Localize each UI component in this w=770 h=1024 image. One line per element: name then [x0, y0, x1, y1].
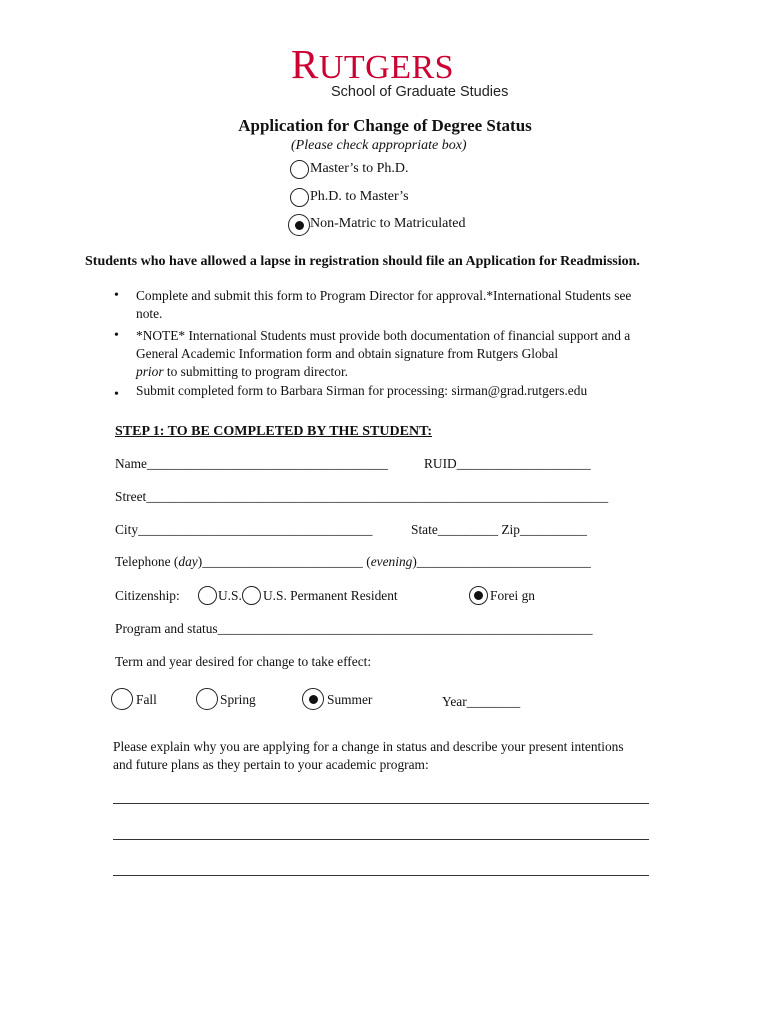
- degree-radio-phd-to-masters[interactable]: [290, 188, 309, 207]
- citizenship-option-label: Forei gn: [490, 588, 536, 603]
- degree-option-label: Non-Matric to Matriculated: [310, 216, 466, 231]
- explanation-line-3[interactable]: [113, 875, 649, 876]
- instruction-item-3: Submit completed form to Barbara Sirman for processing: sirman@grad.rutgers.edu: [136, 383, 588, 398]
- step1-heading: STEP 1: TO BE COMPLETED BY THE STUDENT:: [115, 424, 433, 439]
- bullet-icon: •: [114, 288, 119, 303]
- citizenship-option-label: U.S. Permanent Resident: [263, 588, 398, 603]
- instruction-item-2-line-2: General Academic Information form and obtain signature from Rutgers Global: [136, 346, 559, 361]
- telephone-prefix: Telephone (: [115, 554, 179, 569]
- radio-dot: [309, 695, 318, 704]
- term-radio-summer[interactable]: [302, 688, 324, 710]
- term-option-label: Spring: [220, 692, 256, 707]
- instruction-item-2-line-3-rest: to submitting to program director.: [163, 364, 349, 379]
- degree-radio-masters-to-phd[interactable]: [290, 160, 309, 179]
- bullet-icon: •: [114, 387, 119, 402]
- rutgers-logo: [291, 40, 454, 88]
- term-radio-spring[interactable]: [196, 688, 218, 710]
- instruction-item-1-line-1: Complete and submit this form to Program Director for approval.*International Students see: [136, 288, 632, 303]
- explain-prompt-line-2: and future plans as they pertain to your academic program:: [113, 757, 429, 772]
- explain-prompt-line-1: Please explain why you are applying for a change in status and describe your present intentions: [113, 739, 624, 754]
- degree-radio-nonmatric-to-matriculated[interactable]: [288, 214, 310, 236]
- bullet-icon: •: [114, 328, 119, 343]
- instruction-prior-emphasis: prior: [136, 364, 164, 379]
- instruction-item-2-line-3: [136, 364, 348, 380]
- citizenship-label: Citizenship:: [115, 588, 180, 603]
- explanation-line-1[interactable]: [113, 803, 649, 804]
- citizenship-radio-us[interactable]: [198, 586, 217, 605]
- degree-option-label: Ph.D. to Master’s: [310, 189, 409, 204]
- readmission-note: Students who have allowed a lapse in registration should file an Application for Readmission.: [85, 254, 640, 269]
- telephone-field[interactable]: [115, 554, 591, 570]
- telephone-day-label: day: [178, 554, 198, 569]
- ruid-field[interactable]: RUID____________________: [424, 456, 591, 471]
- program-status-field[interactable]: Program and status________________________________________________________: [115, 621, 593, 636]
- year-field[interactable]: Year________: [442, 694, 521, 709]
- logo-initial: R: [291, 41, 319, 87]
- term-option-label: Fall: [136, 692, 157, 707]
- logo-subtitle: School of Graduate Studies: [331, 84, 509, 100]
- telephone-mid: )________________________ (: [197, 554, 371, 569]
- term-prompt: Term and year desired for change to take effect:: [115, 654, 372, 669]
- citizenship-option-label: U.S.: [218, 588, 242, 603]
- check-instruction: (Please check appropriate box): [291, 138, 467, 153]
- page-title: Application for Change of Degree Status: [238, 116, 532, 135]
- street-field[interactable]: Street_____________________________________________________________________: [115, 489, 609, 504]
- city-field[interactable]: City___________________________________: [115, 522, 373, 537]
- state-zip-field[interactable]: State_________ Zip__________: [411, 522, 587, 537]
- citizenship-radio-foreign[interactable]: [469, 586, 488, 605]
- instruction-item-1-line-2: note.: [136, 306, 163, 321]
- logo-wordmark: UTGERS: [318, 49, 455, 86]
- name-field[interactable]: Name____________________________________: [115, 456, 389, 471]
- radio-dot: [474, 591, 483, 600]
- radio-dot: [295, 221, 304, 230]
- instruction-item-2-line-1: *NOTE* International Students must provide both documentation of financial support and a: [136, 328, 631, 343]
- term-option-label: Summer: [327, 692, 373, 707]
- citizenship-radio-permanent-resident[interactable]: [242, 586, 261, 605]
- term-radio-fall[interactable]: [111, 688, 133, 710]
- explanation-line-2[interactable]: [113, 839, 649, 840]
- degree-option-label: Master’s to Ph.D.: [310, 161, 409, 176]
- telephone-end: )__________________________: [412, 554, 591, 569]
- telephone-evening-label: evening: [370, 554, 413, 569]
